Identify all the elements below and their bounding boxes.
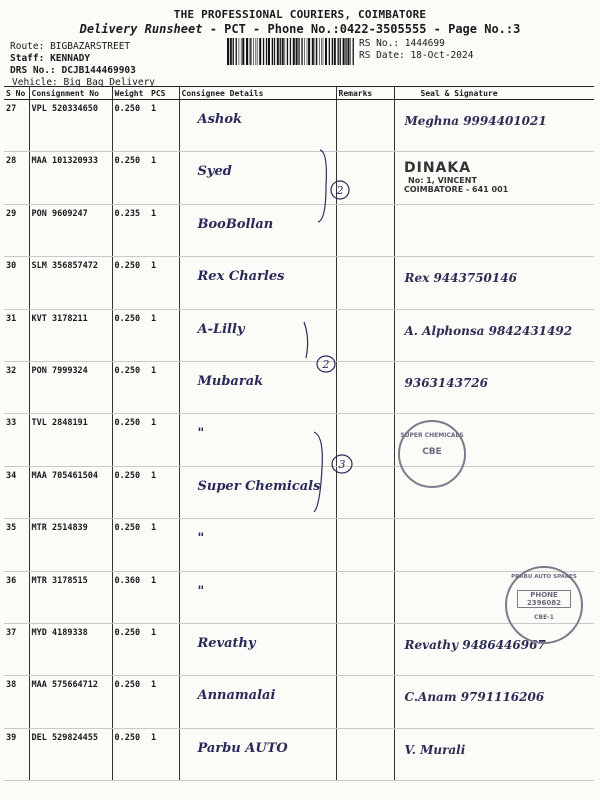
pcs-cell: 1 (149, 152, 179, 204)
pcs-cell: 1 (149, 257, 179, 309)
consignment-cell: TVL 2848191 (29, 414, 112, 466)
barcode-bar (277, 38, 279, 65)
remarks-cell (336, 571, 394, 623)
barcode-bar (334, 38, 336, 65)
meta-right (359, 38, 473, 62)
weight-cell: 0.250 (112, 100, 149, 152)
barcode-bar (319, 38, 320, 65)
weight-cell: 0.250 (112, 309, 149, 361)
group-count-2: 2 (322, 358, 330, 371)
pcs-cell: 1 (149, 728, 179, 780)
barcode-bar (308, 38, 310, 65)
table-row (4, 466, 594, 518)
sno-cell: 32 (4, 361, 29, 413)
barcode-bar (227, 38, 229, 65)
barcode-bar (266, 38, 267, 65)
weight-cell: 0.250 (112, 414, 149, 466)
consignment-cell: MAA 575664712 (29, 676, 112, 728)
sno-cell: 30 (4, 257, 29, 309)
signature-cell: V. Murali (394, 728, 594, 780)
barcode-bar (274, 38, 275, 65)
signature-cell: Revathy 9486446967 (394, 623, 594, 675)
consignee-cell: Syed (179, 152, 336, 204)
col-sno: S No (4, 87, 29, 100)
group-count-1: 2 (336, 184, 344, 197)
group-count-3: 3 (338, 458, 346, 471)
pcs-cell: 1 (149, 100, 179, 152)
route-line: Route: BIGBAZARSTREET (10, 41, 131, 52)
barcode-bar (290, 38, 291, 65)
runsheet-label: Delivery Runsheet (79, 22, 203, 36)
sno-cell: 36 (4, 571, 29, 623)
remarks-cell (336, 257, 394, 309)
col-seal-signature: Seal & Signature (394, 87, 594, 100)
barcode-bar (353, 38, 354, 65)
rs-no-line: RS No.: 1444699 (359, 38, 445, 49)
sno-cell: 38 (4, 676, 29, 728)
signature-cell: A. Alphonsa 9842431492 (394, 309, 594, 361)
pcs-cell: 1 (149, 309, 179, 361)
consignee-cell: Annamalai (179, 676, 336, 728)
weight-cell: 0.250 (112, 361, 149, 413)
signature-cell (394, 204, 594, 256)
dinaka-stamp: DINAKA No: 1, VINCENT COIMBATORE - 641 001 (404, 160, 509, 194)
barcode-bar (298, 38, 299, 65)
drs-value: DCJB144469903 (61, 65, 136, 76)
barcode-bar (301, 38, 302, 65)
remarks-cell (336, 100, 394, 152)
barcode (227, 38, 354, 65)
consignment-cell: MAA 705461504 (29, 466, 112, 518)
barcode-bar (230, 38, 232, 65)
barcode-bar (233, 38, 234, 65)
sno-cell: 28 (4, 152, 29, 204)
consignee-cell: BooBollan (179, 204, 336, 256)
drs-line: DRS No.: DCJB144469903 (10, 65, 136, 76)
barcode-bar (340, 38, 341, 65)
barcode-bar (249, 38, 250, 65)
weight-cell: 0.250 (112, 257, 149, 309)
pcs-cell: 1 (149, 466, 179, 518)
pcs-cell: 1 (149, 204, 179, 256)
signature-cell: Rex 9443750146 (394, 257, 594, 309)
weight-cell: 0.250 (112, 623, 149, 675)
col-weight: Weight (112, 87, 149, 100)
consignee-cell: " (179, 519, 336, 571)
consignee-cell: A-Lilly (179, 309, 336, 361)
barcode-bar (236, 38, 237, 65)
barcode-bar (282, 38, 284, 65)
consignment-cell: MYD 4189338 (29, 623, 112, 675)
rs-no-value: 1444699 (404, 38, 445, 49)
pcs-cell: 1 (149, 571, 179, 623)
consignment-cell: DEL 529824455 (29, 728, 112, 780)
col-remarks: Remarks (336, 87, 394, 100)
signature-cell (394, 519, 594, 571)
barcode-bar (329, 38, 330, 65)
group-bracket-2 (296, 318, 340, 380)
consignee-cell: Super Chemicals (179, 466, 336, 518)
table-row (4, 204, 594, 256)
staff-line: Staff: KENNADY (10, 53, 91, 64)
pcs-cell: 1 (149, 676, 179, 728)
barcode-bar (323, 38, 324, 65)
rs-date-line: RS Date: 18-Oct-2024 (359, 50, 474, 61)
consignment-cell: VPL 520334650 (29, 100, 112, 152)
barcode-bar (338, 38, 339, 65)
barcode-bar (293, 38, 295, 65)
consignee-cell: " (179, 571, 336, 623)
barcode-bar (321, 38, 322, 65)
pcs-cell: 1 (149, 361, 179, 413)
consignee-cell: Ashok (179, 100, 336, 152)
barcode-bar (246, 38, 248, 65)
barcode-bar (348, 38, 350, 65)
remarks-cell (336, 728, 394, 780)
sno-cell: 31 (4, 309, 29, 361)
consignment-cell: PON 9609247 (29, 204, 112, 256)
barcode-bar (280, 38, 281, 65)
prabu-auto-stamp: PRABU AUTO SPARES PHONE 2396082 CBE-1 (505, 566, 583, 644)
sno-cell: 29 (4, 204, 29, 256)
barcode-bar (287, 38, 288, 65)
weight-cell: 0.360 (112, 571, 149, 623)
vehicle-line: Vehicle: Big Bag Delivery (12, 77, 156, 88)
consignment-cell: SLM 356857472 (29, 257, 112, 309)
barcode-bar (304, 38, 305, 65)
staff-value: KENNADY (50, 53, 91, 64)
col-consignee: Consignee Details (179, 87, 336, 100)
weight-cell: 0.250 (112, 466, 149, 518)
vehicle-value: Big Bag Delivery (63, 77, 156, 88)
table-row (4, 676, 594, 728)
runsheet-title (0, 22, 600, 36)
meta-left (10, 41, 155, 89)
remarks-cell (336, 676, 394, 728)
barcode-bar (259, 38, 261, 65)
barcode-bar (316, 38, 317, 65)
barcode-bar (315, 38, 316, 65)
barcode-bar (325, 38, 327, 65)
consignee-cell: Mubarak (179, 361, 336, 413)
route-value: BIGBAZARSTREET (50, 41, 131, 52)
barcode-bar (242, 38, 244, 65)
barcode-bar (296, 38, 298, 65)
sno-cell: 39 (4, 728, 29, 780)
signature-cell: Meghna 9994401021 (394, 100, 594, 152)
barcode-bar (256, 38, 257, 65)
sno-cell: 35 (4, 519, 29, 571)
col-consignment: Consignment No (29, 87, 112, 100)
consignment-cell: MAA 101320933 (29, 152, 112, 204)
table-row (4, 519, 594, 571)
signature-cell: C.Anam 9791116206 (394, 676, 594, 728)
table-header-row (4, 87, 594, 100)
consignment-cell: KVT 3178211 (29, 309, 112, 361)
consignee-cell: Parbu AUTO (179, 728, 336, 780)
consignment-cell: MTR 3178515 (29, 571, 112, 623)
consignment-cell: MTR 2514839 (29, 519, 112, 571)
barcode-bar (257, 38, 258, 65)
consignee-cell: Rex Charles (179, 257, 336, 309)
weight-cell: 0.250 (112, 519, 149, 571)
barcode-bar (312, 38, 314, 65)
sno-cell: 34 (4, 466, 29, 518)
barcode-bar (272, 38, 273, 65)
barcode-bar (250, 38, 251, 65)
barcode-bar (263, 38, 264, 65)
remarks-cell (336, 361, 394, 413)
barcode-bar (345, 38, 346, 65)
barcode-bar (268, 38, 270, 65)
table-row (4, 100, 594, 152)
barcode-bar (241, 38, 242, 65)
barcode-bar (253, 38, 254, 65)
signature-cell: 9363143726 (394, 361, 594, 413)
super-chemicals-stamp: SUPER CHEMICALS CBE (398, 420, 466, 488)
sno-cell: 33 (4, 414, 29, 466)
table-row (4, 257, 594, 309)
pcs-cell: 1 (149, 623, 179, 675)
table-row (4, 414, 594, 466)
table-row (4, 728, 594, 780)
weight-cell: 0.235 (112, 204, 149, 256)
col-pcs: PCS (149, 87, 179, 100)
barcode-bar (239, 38, 240, 65)
group-bracket-3 (310, 428, 358, 518)
remarks-cell (336, 309, 394, 361)
barcode-bar (285, 38, 286, 65)
barcode-bar (343, 38, 345, 65)
barcode-bar (307, 38, 308, 65)
table-row (4, 623, 594, 675)
weight-cell: 0.250 (112, 728, 149, 780)
barcode-bar (332, 38, 333, 65)
barcode-bar (350, 38, 351, 65)
remarks-cell (336, 623, 394, 675)
consignee-cell: Revathy (179, 623, 336, 675)
weight-cell: 0.250 (112, 676, 149, 728)
weight-cell: 0.250 (112, 152, 149, 204)
consignment-cell: PON 7999324 (29, 361, 112, 413)
pcs-cell: 1 (149, 414, 179, 466)
sno-cell: 27 (4, 100, 29, 152)
rs-date-value: 18-Oct-2024 (410, 50, 474, 61)
remarks-cell (336, 519, 394, 571)
group-bracket-1 (310, 146, 350, 226)
consignee-cell: " (179, 414, 336, 466)
pcs-cell: 1 (149, 519, 179, 571)
company-title: THE PROFESSIONAL COURIERS, COIMBATORE (173, 8, 427, 21)
sno-cell: 37 (4, 623, 29, 675)
runsheet-details: - PCT - Phone No.:0422-3505555 - Page No.:3 (202, 22, 521, 36)
